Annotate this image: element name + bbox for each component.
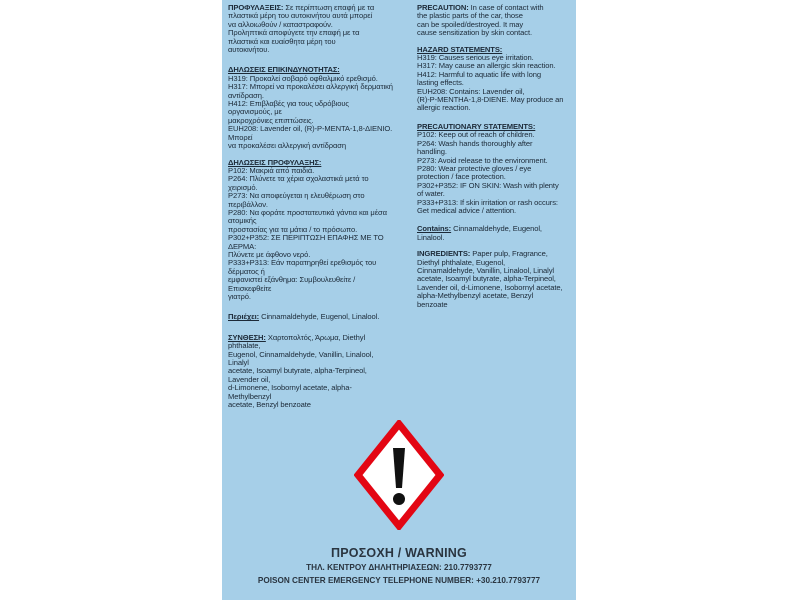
english-precaution bbox=[417, 4, 576, 38]
greek-hazard-line: H319: Προκαλεί σοβαρό οφθαλμικό ερεθισμό. bbox=[228, 73, 378, 83]
greek-precautionary-line: γιατρό. bbox=[228, 292, 251, 301]
english-ingredients-line: Cinnamaldehyde, Vanillin, Linalool, Linalyl bbox=[417, 265, 554, 275]
greek-precautionary-line: Πλύνετε με άφθονο νερό. bbox=[228, 249, 311, 259]
warning-signal-word: ΠΡΟΣΟΧΗ / WARNING bbox=[331, 546, 467, 560]
english-precautionary-title: PRECAUTIONARY STATEMENTS: bbox=[417, 121, 536, 131]
greek-precautionary-line: P273: Να αποφεύγεται η ελευθέρωση στο περιβάλλον. bbox=[228, 191, 365, 209]
greek-precautions-line: αυτοκινήτου. bbox=[228, 45, 270, 55]
english-contains bbox=[417, 225, 576, 242]
english-hazard-statements bbox=[417, 46, 576, 113]
english-precautionary-line: P273: Avoid release to the environment. bbox=[417, 155, 548, 165]
greek-composition-title: ΣΥΝΘΕΣΗ: bbox=[228, 332, 266, 342]
english-ingredients bbox=[417, 250, 576, 309]
greek-precautions-line: πλαστικά και ευαίσθητα μέρη του bbox=[228, 36, 336, 46]
english-precautionary-line: P302+P352: IF ON SKIN: Wash with plenty bbox=[417, 180, 559, 190]
english-precautionary-line: P280: Wear protective gloves / eye bbox=[417, 163, 532, 173]
english-hazard-line: H319: Causes serious eye irritation. bbox=[417, 53, 534, 63]
greek-precautions-line: πλαστικά μέρη του αυτοκινήτου αυτά μπορεί bbox=[228, 11, 373, 21]
greek-hazard-line: EUH208: Lavender oil, (R)-P-MENTA-1,8-ΔΙΕΝΙΟ. Μπορεί bbox=[228, 124, 393, 142]
english-hazard-title: HAZARD STATEMENTS: bbox=[417, 44, 503, 54]
greek-precautions-title: ΠΡΟΦΥΛΑΞΕΙΣ: bbox=[228, 3, 284, 12]
greek-hazard-line: αντίδραση. bbox=[228, 90, 264, 100]
english-precautionary-line: handling. bbox=[417, 147, 447, 157]
greek-composition-line: acetate, Isoamyl butyrate, alpha-Terpineol, Lavender oil, bbox=[228, 366, 367, 384]
english-precautionary-line: Get medical advice / attention. bbox=[417, 205, 517, 215]
greek-hazard-line: μακροχρόνιες επιπτώσεις. bbox=[228, 115, 314, 125]
english-precaution-line: can be spoiled/destroyed. It may bbox=[417, 19, 524, 29]
greek-composition-line: d-Limonene, Isobornyl acetate, alpha-Methylbenzyl bbox=[228, 383, 352, 401]
greek-precautionary-line: P333+P313: Εάν παρατηρηθεί ερεθισμός του δέρματος ή bbox=[228, 258, 377, 276]
greek-precautionary-statements bbox=[228, 159, 394, 302]
english-ingredients-line: benzoate bbox=[417, 299, 448, 309]
english-ingredients-line: Diethyl phthalate, Eugenol, bbox=[417, 257, 506, 267]
greek-column bbox=[228, 4, 394, 417]
greek-precautionary-line: προστασίας για τα μάτια / το πρόσωπο. bbox=[228, 224, 358, 234]
greek-hazard-line: να προκαλέσει αλλεργική αντίδραση bbox=[228, 141, 346, 151]
english-contains-title: Contains: bbox=[417, 224, 452, 234]
english-precautionary-statements bbox=[417, 123, 576, 215]
english-ingredients-line: Lavender oil, d-Limonene, Isobornyl acetate, bbox=[417, 282, 563, 292]
english-hazard-line: (R)-P-MENTHA-1,8-DIENE. May produce an bbox=[417, 95, 564, 105]
greek-precautions-line: Προληπτικά αποφύγετε την επαφή με τα bbox=[228, 28, 360, 38]
english-contains-line: Linalool. bbox=[417, 232, 445, 242]
english-poison-center-phone: POISON CENTER EMERGENCY TELEPHONE NUMBER: +30.210.7793777 bbox=[257, 576, 541, 585]
english-contains-line: Cinnamaldehyde, Eugenol, bbox=[453, 224, 542, 234]
greek-precautions bbox=[228, 4, 394, 54]
greek-precautionary-line: P280: Να φοράτε προστατευτικά γάντια και μέσα ατομικής bbox=[228, 207, 387, 226]
greek-composition bbox=[228, 334, 394, 410]
greek-hazard-statements bbox=[228, 66, 394, 150]
greek-precautionary-line: P102: Μακριά από παιδιά. bbox=[228, 165, 315, 175]
product-label bbox=[222, 0, 576, 600]
english-precautionary-line: protection / face protection. bbox=[417, 172, 506, 182]
english-ingredients-line: alpha-Methylbenzyl acetate, Benzyl bbox=[417, 291, 534, 301]
english-hazard-line: H412: Harmful to aquatic life with long bbox=[417, 69, 541, 79]
greek-composition-line: Eugenol, Cinnamaldehyde, Vanillin, Linalool, Linalyl bbox=[228, 349, 374, 368]
exclamation-dot bbox=[393, 493, 405, 505]
greek-hazard-line: H412: Επιβλαβές για τους υδρόβιους οργανισμούς, με bbox=[228, 99, 349, 117]
english-precautionary-line: of water. bbox=[417, 189, 445, 199]
greek-precautions-line: να αλλοιωθούν / καταστραφούν. bbox=[228, 19, 333, 29]
english-ingredients-line: Paper pulp, Fragrance, bbox=[472, 249, 548, 259]
greek-precautionary-line: εμφανιστεί εξάνθημα: Συμβουλευθείτε / Επισκεφθείτε bbox=[228, 275, 356, 293]
english-precautionary-line: P264: Wash hands thoroughly after bbox=[417, 138, 533, 148]
greek-precautions-line: Σε περίπτωση επαφή με τα bbox=[285, 3, 375, 12]
greek-contains-title: Περιέχει: bbox=[228, 312, 260, 322]
greek-precautionary-line: P302+P352: ΣΕ ΠΕΡΙΠΤΩΣΗ ΕΠΑΦΗΣ ΜΕ ΤΟ ΔΕΡΜΑ: bbox=[228, 233, 384, 251]
english-ingredients-line: acetate, Isoamyl butyrate, alpha-Terpineol, bbox=[417, 274, 556, 284]
english-precautionary-line: P102: Keep out of reach of children. bbox=[417, 130, 535, 140]
english-hazard-line: lasting effects. bbox=[417, 78, 464, 88]
greek-contains-text: Cinnamaldehyde, Eugenol, Linalool. bbox=[261, 312, 380, 322]
english-hazard-line: H317: May cause an allergic skin reaction. bbox=[417, 61, 556, 71]
english-precautionary-line: P333+P313: If skin irritation or rash occurs: bbox=[417, 197, 558, 207]
greek-precautionary-line: P264: Πλύνετε τα χέρια σχολαστικά μετά το χειρισμό. bbox=[228, 174, 369, 192]
english-hazard-line: allergic reaction. bbox=[417, 103, 471, 113]
greek-poison-center-phone: ΤΗΛ. ΚΕΝΤΡΟΥ ΔΗΛΗΤΗΡΙΑΣΕΩΝ: 210.7793777 bbox=[306, 563, 492, 572]
greek-composition-line: acetate, Benzyl benzoate bbox=[228, 400, 311, 410]
greek-composition-line: Χαρτοπολτός, Άρωμα, Diethyl phthalate, bbox=[228, 332, 366, 351]
english-precaution-title: PRECAUTION: bbox=[417, 3, 469, 12]
greek-hazard-line: H317: Μπορεί να προκαλέσει αλλεργική δερματική bbox=[228, 82, 393, 92]
english-precaution-line: In case of contact with bbox=[470, 3, 544, 12]
english-precaution-line: the plastic parts of the car, those bbox=[417, 11, 523, 21]
greek-hazard-title: ΔΗΛΩΣΕΙΣ ΕΠΙΚΙΝΔΥΝΟΤΗΤΑΣ: bbox=[228, 65, 340, 75]
english-hazard-line: EUH208: Contains: Lavender oil, bbox=[417, 86, 525, 96]
greek-contains bbox=[228, 313, 394, 321]
english-ingredients-title: INGREDIENTS: bbox=[417, 249, 471, 259]
greek-precautionary-title: ΔΗΛΩΣΕΙΣ ΠΡΟΦΥΛΑΞΗΣ: bbox=[228, 157, 322, 167]
ghs-exclamation-icon bbox=[354, 420, 444, 530]
english-column bbox=[417, 4, 576, 317]
english-precaution-line: cause sensitization by skin contact. bbox=[417, 28, 533, 38]
